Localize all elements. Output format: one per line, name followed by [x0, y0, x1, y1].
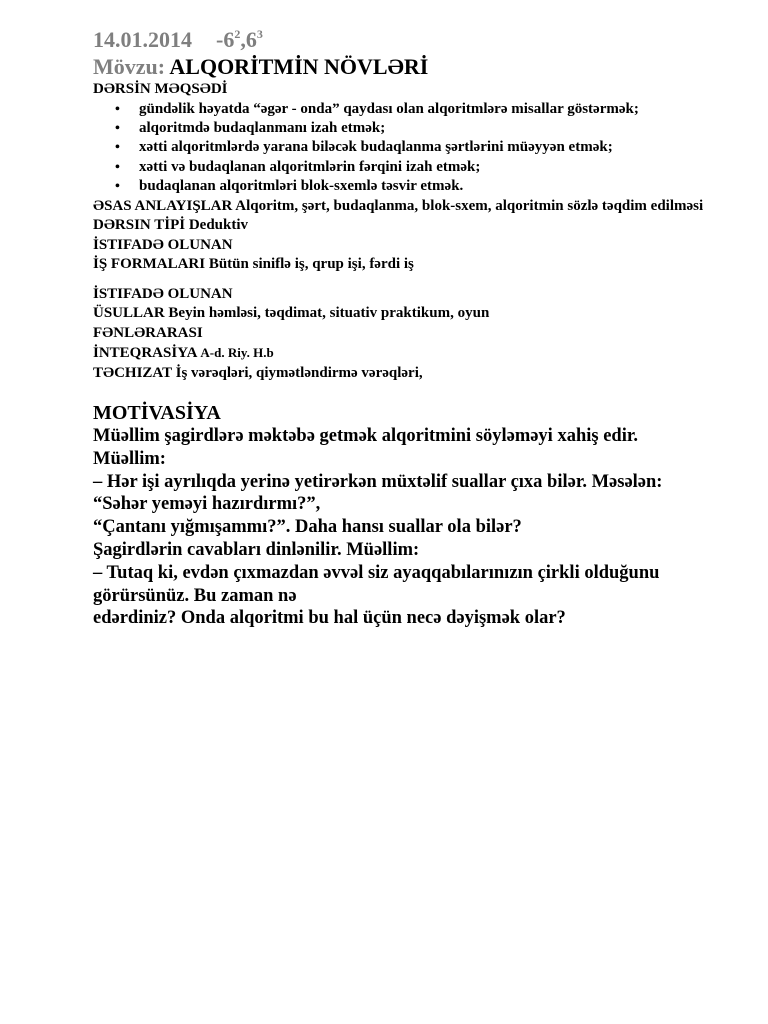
motivation-line: “Çantanı yığmışammı?”. Daha hansı suallar ola bilər?	[93, 517, 522, 538]
goal-item	[115, 100, 753, 119]
motivation-line: – Hər işi ayrılıqda yerinə yetirərkən müxtəlif suallar çıxa bilər. Məsələn:	[93, 471, 663, 492]
equipment: TƏCHIZAT İş vərəqləri, qiymətləndirmə vərəqləri,	[93, 364, 423, 381]
lesson-type: DƏRSIN TİPİ Deduktiv	[93, 217, 249, 234]
bullet-icon: •	[115, 159, 120, 175]
integration-subjects: A-d. Riy. H.b	[200, 345, 274, 361]
motivation-line: Şagirdlərin cavabları dinlənilir. Müəllim:	[93, 540, 420, 561]
goals-heading: DƏRSİN MƏQSƏDİ	[93, 81, 228, 97]
topic-label: Mövzu:	[93, 54, 166, 79]
bullet-icon: •	[115, 179, 120, 195]
bullet-icon: •	[115, 140, 120, 156]
goal-item	[115, 158, 753, 177]
power-b-exponent: 3	[256, 27, 263, 41]
interdisciplinary-heading: FƏNLƏRARASI	[93, 324, 203, 341]
bullet-icon: •	[115, 101, 120, 117]
topic-line	[93, 54, 753, 80]
integration-line	[93, 343, 753, 364]
goal-text: gündəlik həyatda “əgər - onda” qaydası olan alqoritmlərə misallar göstərmək;	[139, 100, 639, 117]
goal-item	[115, 177, 753, 196]
power-separator: ,	[240, 27, 246, 52]
motivation-line: edərdiniz? Onda alqoritmi bu hal üçün necə dəyişmək olar?	[93, 608, 566, 629]
date-line	[93, 26, 753, 54]
motivation-line: Müəllim:	[93, 448, 166, 469]
motivation-line: Müəllim şagirdlərə məktəbə getmək alqoritmini söyləməyi xahiş edir.	[93, 426, 638, 447]
bullet-icon: •	[115, 120, 120, 136]
integration-label: İNTEQRASİYA	[93, 345, 197, 362]
goal-text: budaqlanan alqoritmləri blok-sxemlə təsvir etmək.	[139, 178, 464, 195]
motivation-heading: MOTİVASİYA	[93, 402, 221, 425]
document-page	[93, 26, 753, 630]
power-a-base: -6	[216, 27, 235, 52]
used-heading-2: İSTIFADƏ OLUNAN	[93, 285, 233, 302]
power-a-exponent: 2	[234, 27, 241, 41]
goals-list	[93, 100, 753, 197]
topic-title: ALQORİTMİN NÖVLƏRİ	[169, 54, 429, 79]
goal-item	[115, 138, 753, 157]
methods: ÜSULLAR Beyin həmləsi, təqdimat, situativ praktikum, oyun	[93, 305, 490, 322]
goal-item	[115, 119, 753, 138]
power-b-base: 6	[245, 27, 257, 52]
work-forms: İŞ FORMALARI Bütün siniflə iş, qrup işi, fərdi iş	[93, 256, 414, 273]
goal-text: xətti və budaqlanan alqoritmlərin fərqini izah etmək;	[139, 158, 481, 175]
used-heading-1: İSTIFADƏ OLUNAN	[93, 236, 233, 253]
goal-text: alqoritmdə budaqlanmanı izah etmək;	[139, 119, 386, 136]
lesson-date: 14.01.2014	[93, 27, 192, 52]
goal-text: xətti alqoritmlərdə yarana biləcək budaqlanma şərtlərini müəyyən etmək;	[139, 139, 613, 156]
motivation-line: – Tutaq ki, evdən çıxmazdan əvvəl siz ayaqqabılarınızın çirkli olduğunu görürsünüz. Bu zaman nə	[93, 562, 660, 606]
key-concepts: ƏSAS ANLAYIŞLAR Alqoritm, şərt, budaqlanma, blok-sxem, alqoritmin sözlə təqdim edilməsi	[93, 197, 704, 214]
motivation-line: “Səhər yeməyi hazırdırmı?”,	[93, 494, 321, 515]
